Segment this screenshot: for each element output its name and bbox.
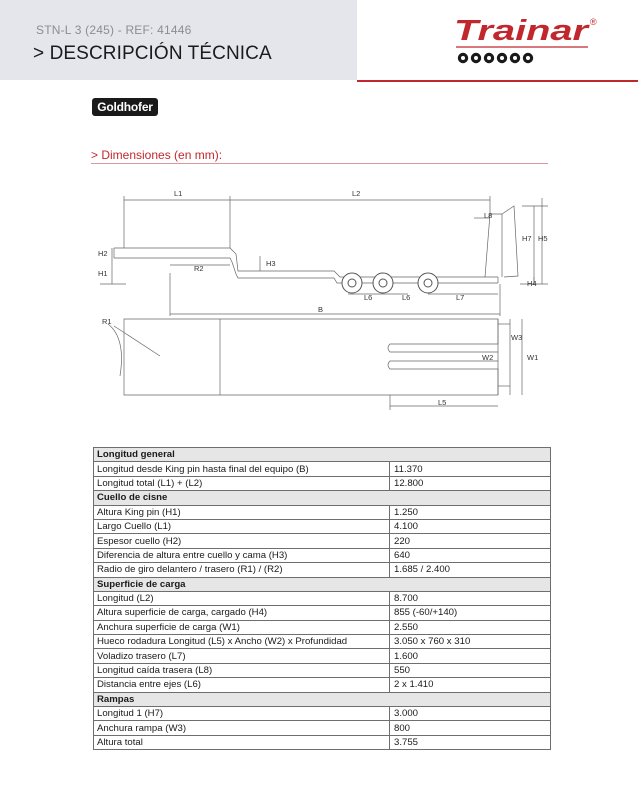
- spec-label: Radio de giro delantero / trasero (R1) / (R2): [94, 563, 390, 577]
- label-w1: W1: [527, 353, 539, 362]
- label-w3: W3: [511, 333, 523, 342]
- spec-label: Longitud desde King pin hasta final del equipo (B): [94, 462, 390, 476]
- label-l5: L5: [438, 398, 447, 407]
- page-title: > DESCRIPCIÓN TÉCNICA: [33, 43, 272, 64]
- label-l8: L8: [484, 211, 493, 220]
- spec-group-title: Superficie de carga: [94, 577, 551, 591]
- spec-row: [94, 635, 551, 649]
- label-h5: H5: [538, 234, 548, 243]
- spec-value: 220: [390, 534, 551, 548]
- spec-label: Altura King pin (H1): [94, 505, 390, 519]
- spec-value: 11.370: [390, 462, 551, 476]
- spec-group-title: Longitud general: [94, 448, 551, 462]
- spec-value: 640: [390, 548, 551, 562]
- wheels-icon: [458, 53, 533, 63]
- dimensions-section-title: > Dimensiones (en mm):: [91, 148, 223, 162]
- spec-label: Espesor cuello (H2): [94, 534, 390, 548]
- spec-label: Anchura rampa (W3): [94, 721, 390, 735]
- spec-value: 1.600: [390, 649, 551, 663]
- spec-row: [94, 707, 551, 721]
- wheel-icons: [342, 273, 438, 293]
- spec-label: Voladizo trasero (L7): [94, 649, 390, 663]
- spec-row: [94, 519, 551, 533]
- spec-value: 855 (-60/+140): [390, 606, 551, 620]
- spec-label: Longitud caída trasera (L8): [94, 663, 390, 677]
- spec-value: 800: [390, 721, 551, 735]
- spec-group-row: [94, 692, 551, 706]
- spec-value: 8.700: [390, 591, 551, 605]
- spec-row: [94, 534, 551, 548]
- spec-value: 1.685 / 2.400: [390, 563, 551, 577]
- label-b: B: [318, 305, 324, 314]
- spec-row: [94, 649, 551, 663]
- document-reference: STN-L 3 (245) - REF: 41446: [36, 23, 192, 37]
- label-h3: H3: [266, 259, 276, 268]
- spec-label: Altura total: [94, 735, 390, 749]
- spec-value: 3.000: [390, 707, 551, 721]
- spec-row: [94, 663, 551, 677]
- spec-group-title: Rampas: [94, 692, 551, 706]
- label-r1: R1: [102, 317, 112, 326]
- spec-value: 3.755: [390, 735, 551, 749]
- spec-row: [94, 735, 551, 749]
- label-h7: H7: [522, 234, 532, 243]
- spec-group-title: Cuello de cisne: [94, 491, 551, 505]
- spec-group-row: [94, 448, 551, 462]
- spec-label: Hueco rodadura Longitud (L5) x Ancho (W2) x Profundidad: [94, 635, 390, 649]
- spec-row: [94, 591, 551, 605]
- label-l2: L2: [352, 189, 361, 198]
- spec-row: [94, 606, 551, 620]
- spec-label: Largo Cuello (L1): [94, 519, 390, 533]
- label-r2: R2: [194, 264, 204, 273]
- label-l7: L7: [456, 293, 465, 302]
- goldhofer-logo-text: Goldhofer: [97, 100, 153, 114]
- spec-label: Longitud 1 (H7): [94, 707, 390, 721]
- spec-label: Distancia entre ejes (L6): [94, 678, 390, 692]
- trainar-logo-text: Trainar: [454, 15, 591, 47]
- spec-row: [94, 462, 551, 476]
- spec-row: [94, 548, 551, 562]
- section-divider: [91, 163, 548, 164]
- registered-mark: ®: [590, 17, 597, 27]
- spec-value: 12.800: [390, 476, 551, 490]
- goldhofer-logo: [92, 98, 158, 116]
- spec-row: [94, 721, 551, 735]
- header-divider: [357, 80, 638, 82]
- spec-label: Diferencia de altura entre cuello y cama (H3): [94, 548, 390, 562]
- trainar-logo: [452, 14, 604, 68]
- spec-row: [94, 678, 551, 692]
- spec-value: 3.050 x 760 x 310: [390, 635, 551, 649]
- label-l1: L1: [174, 189, 183, 198]
- spec-value: 2 x 1.410: [390, 678, 551, 692]
- label-h4: H4: [527, 279, 537, 288]
- label-h1: H1: [98, 269, 108, 278]
- label-w2: W2: [482, 353, 494, 362]
- spec-value: 2.550: [390, 620, 551, 634]
- label-l6-a: L6: [364, 293, 373, 302]
- spec-row: [94, 620, 551, 634]
- spec-label: Altura superficie de carga, cargado (H4): [94, 606, 390, 620]
- spec-label: Longitud (L2): [94, 591, 390, 605]
- spec-label: Anchura superficie de carga (W1): [94, 620, 390, 634]
- header-band: [0, 0, 357, 80]
- technical-specs-table: [93, 447, 551, 750]
- spec-label: Longitud total (L1) + (L2): [94, 476, 390, 490]
- spec-value: 4.100: [390, 519, 551, 533]
- spec-row: [94, 476, 551, 490]
- trailer-dimension-drawing: [90, 176, 560, 416]
- spec-value: 550: [390, 663, 551, 677]
- spec-row: [94, 563, 551, 577]
- spec-group-row: [94, 577, 551, 591]
- spec-group-row: [94, 491, 551, 505]
- label-l6-b: L6: [402, 293, 411, 302]
- spec-value: 1.250: [390, 505, 551, 519]
- spec-row: [94, 505, 551, 519]
- label-h2: H2: [98, 249, 108, 258]
